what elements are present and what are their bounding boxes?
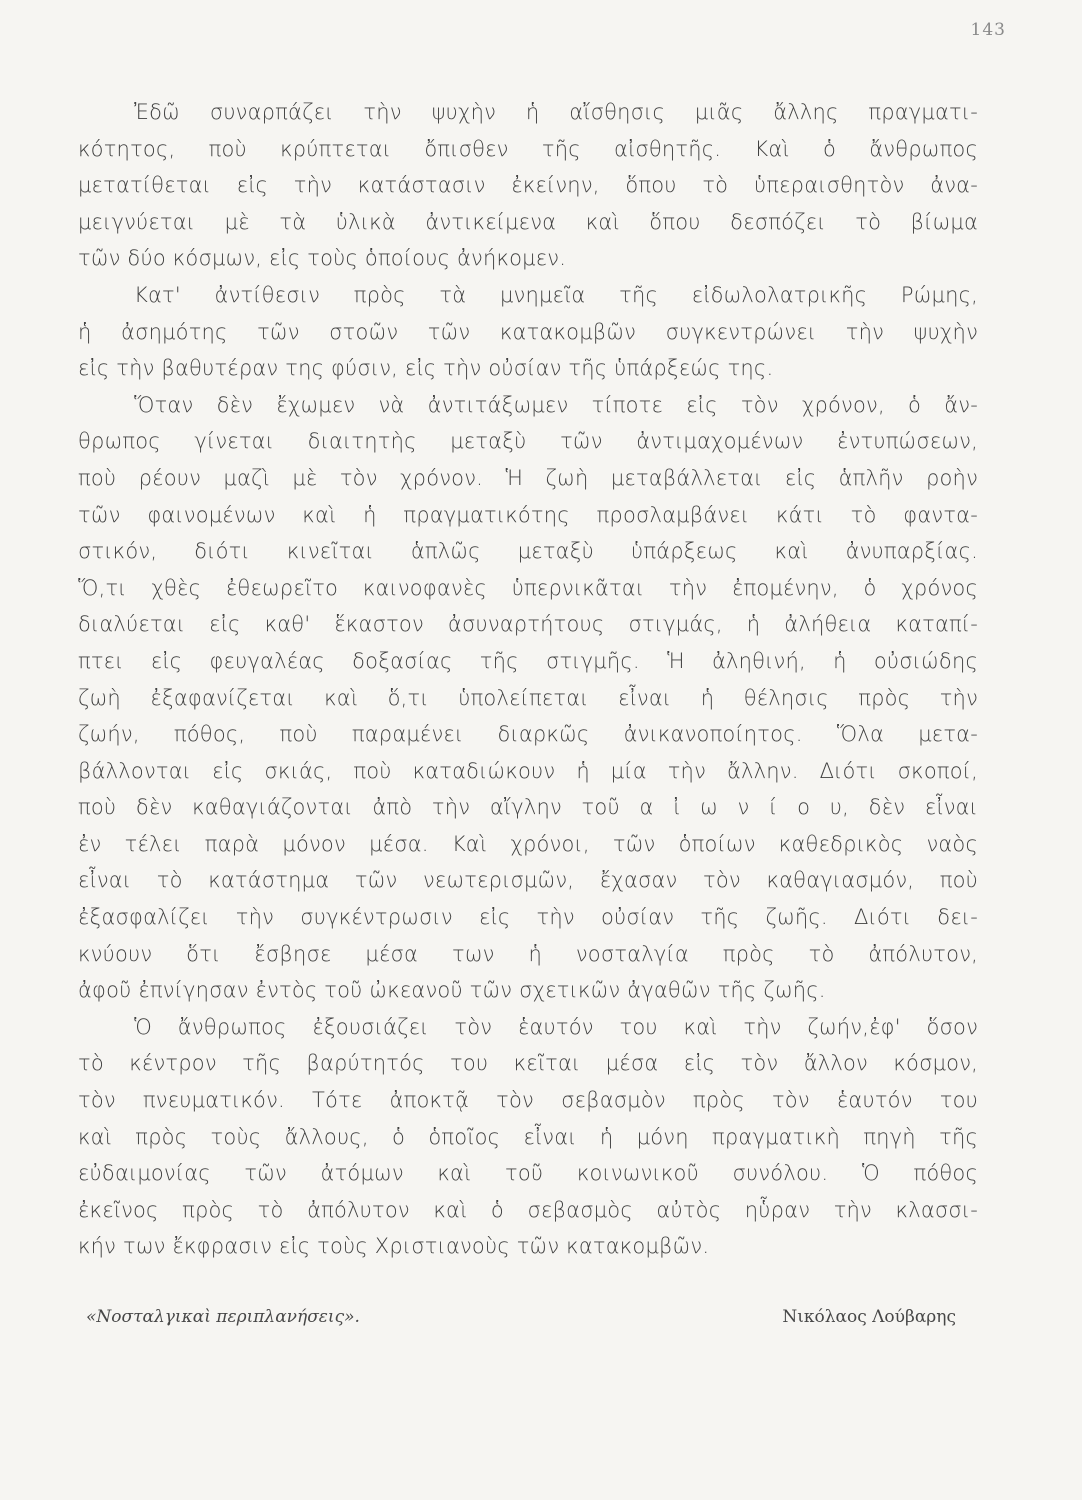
text-line: βάλλονται εἰς σκιάς, ποὺ καταδιώκουν ἡ μία τὴν ἄλλην. Διότι σκοποί, bbox=[78, 758, 978, 783]
text-line: ἐν τέλει παρὰ μόνον μέσα. Καὶ χρόνοι, τῶν ὁποίων καθεδρικὸς ναὸς bbox=[78, 831, 978, 856]
text-line: εὐδαιμονίας τῶν ἀτόμων καὶ τοῦ κοινωνικοῦ συνόλου. Ὁ πόθος bbox=[78, 1161, 978, 1186]
citation-footer bbox=[86, 1307, 956, 1337]
text-line: μετατίθεται εἰς τὴν κατάστασιν ἐκείνην, ὅπου τὸ ὑπεραισθητὸν ἀνα- bbox=[78, 173, 978, 198]
text-line: κήν των ἔκφρασιν εἰς τοὺς Χριστιανοὺς τῶν κατακομβῶν. bbox=[78, 1234, 710, 1259]
text-line: ζωὴ ἐξαφανίζεται καὶ ὅ,τι ὑπολείπεται εἶναι ἡ θέλησις πρὸς τὴν bbox=[78, 685, 978, 710]
text-line: Ὅταν δὲν ἔχωμεν νὰ ἀντιτάξωμεν τίποτε εἰς τὸν χρόνον, ὁ ἄν- bbox=[134, 392, 978, 417]
text-line: ποὺ ρέουν μαζὶ μὲ τὸν χρόνον. Ἡ ζωὴ μεταβάλλεται εἰς ἁπλῆν ροὴν bbox=[78, 465, 978, 490]
text-line: ζωήν, πόθος, ποὺ παραμένει διαρκῶς ἀνικανοποίητος. Ὅλα μετα- bbox=[78, 722, 978, 747]
text-line: εἶναι τὸ κατάστημα τῶν νεωτερισμῶν, ἔχασαν τὸν καθαγιασμόν, ποὺ bbox=[78, 868, 978, 893]
text-line: καὶ πρὸς τοὺς ἄλλους, ὁ ὁποῖος εἶναι ἡ μόνη πραγματικὴ πηγὴ τῆς bbox=[78, 1124, 978, 1149]
text-line: πτει εἰς φευγαλέας δοξασίας τῆς στιγμῆς. Ἡ ἀληθινή, ἡ οὐσιώδης bbox=[78, 648, 978, 673]
text-line: εἰς τὴν βαθυτέραν της φύσιν, εἰς τὴν οὐσίαν τῆς ὑπάρξεώς της. bbox=[78, 356, 774, 381]
page-number: 143 bbox=[970, 20, 1006, 40]
text-line: Ὅ,τι χθὲς ἐθεωρεῖτο καινοφανὲς ὑπερνικᾶται τὴν ἐπομένην, ὁ χρόνος bbox=[78, 575, 978, 600]
source-title: «Νοσταλγικαὶ περιπλανήσεις». bbox=[86, 1307, 360, 1327]
text-line: θρωπος γίνεται διαιτητὴς μεταξὺ τῶν ἀντιμαχομένων ἐντυπώσεων, bbox=[78, 429, 978, 454]
text-line: στικόν, διότι κινεῖται ἁπλῶς μεταξὺ ὑπάρξεως καὶ ἀνυπαρξίας. bbox=[78, 539, 978, 564]
text-line: Ἐδῶ συναρπάζει τὴν ψυχὴν ἡ αἴσθησις μιᾶς ἄλλης πραγματι- bbox=[134, 100, 978, 124]
text-line: τὸ κέντρον τῆς βαρύτητός του κεῖται μέσα εἰς τὸν ἄλλον κόσμον, bbox=[78, 1051, 978, 1076]
text-line: τὸν πνευματικόν. Τότε ἀποκτᾷ τὸν σεβασμὸν πρὸς τὸν ἑαυτόν του bbox=[78, 1088, 978, 1113]
text-line: κνύουν ὅτι ἔσβησε μέσα των ἡ νοσταλγία πρὸς τὸ ἀπόλυτον, bbox=[78, 941, 978, 966]
body-text bbox=[78, 94, 978, 1265]
text-line: Ὁ ἄνθρωπος ἐξουσιάζει τὸν ἑαυτόν του καὶ τὴν ζωήν,ἐφ' ὅσον bbox=[134, 1014, 978, 1039]
text-line: διαλύεται εἰς καθ' ἕκαστον ἀσυναρτήτους στιγμάς, ἡ ἀλήθεια καταπί- bbox=[78, 612, 978, 637]
text-line: τῶν φαινομένων καὶ ἡ πραγματικότης προσλαμβάνει κάτι τὸ φαντα- bbox=[78, 502, 978, 527]
text-line: Κατ' ἀντίθεσιν πρὸς τὰ μνημεῖα τῆς εἰδωλολατρικῆς Ρώμης, bbox=[134, 282, 978, 307]
text-line: κότητος, ποὺ κρύπτεται ὄπισθεν τῆς αἰσθητῆς. Καὶ ὁ ἄνθρωπος bbox=[78, 136, 978, 161]
text-line: μειγνύεται μὲ τὰ ὑλικὰ ἀντικείμενα καὶ ὅπου δεσπόζει τὸ βίωμα bbox=[78, 209, 978, 234]
text-line: τῶν δύο κόσμων, εἰς τοὺς ὁποίους ἀνήκομεν. bbox=[78, 246, 567, 271]
text-line: ποὺ δὲν καθαγιάζονται ἀπὸ τὴν αἴγλην τοῦ α ἰ ω ν ί ο υ, δὲν εἶναι bbox=[78, 795, 978, 820]
text-line: ἡ ἀσημότης τῶν στοῶν τῶν κατακομβῶν συγκεντρώνει τὴν ψυχὴν bbox=[78, 319, 978, 344]
text-line: ἐξασφαλίζει τὴν συγκέντρωσιν εἰς τὴν οὐσίαν τῆς ζωῆς. Διότι δει- bbox=[78, 905, 978, 930]
author-name: Νικόλαος Λούβαρης bbox=[782, 1307, 956, 1327]
text-line: ἐκεῖνος πρὸς τὸ ἀπόλυτον καὶ ὁ σεβασμὸς αὐτὸς ηὗραν τὴν κλασσι- bbox=[78, 1197, 978, 1222]
text-line: ἀφοῦ ἐπνίγησαν ἐντὸς τοῦ ὠκεανοῦ τῶν σχετικῶν ἀγαθῶν τῆς ζωῆς. bbox=[78, 978, 826, 1003]
